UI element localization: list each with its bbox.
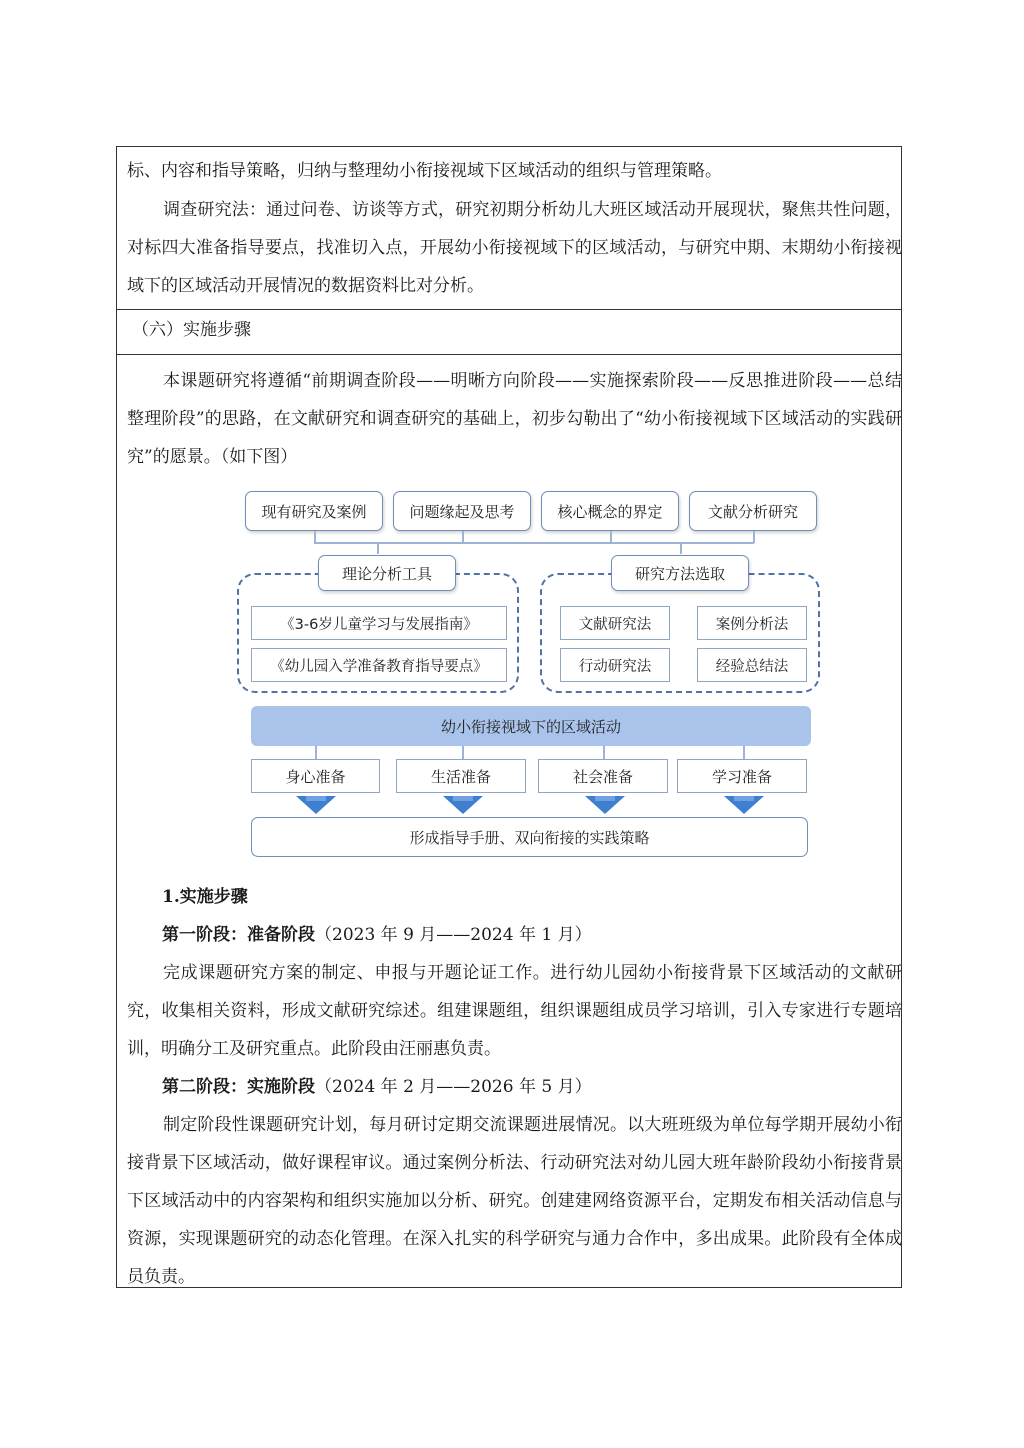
stage1-title: 第一阶段：准备阶段 xyxy=(162,925,315,945)
prep-box: 身心准备 xyxy=(251,759,380,793)
paragraph-top: 标、内容和指导策略，归纳与整理幼小衔接视域下区域活动的组织与管理策略。 xyxy=(127,161,722,181)
section-title: （六）实施步骤 xyxy=(132,320,251,340)
prep-box: 学习准备 xyxy=(677,759,807,793)
connector-line xyxy=(462,746,464,759)
paragraph-survey-method: 调查研究法：通过问卷、访谈等方式，研究初期分析幼儿大班区域活动开展现状，聚焦共性问题，对标四大准备指导要点，找准切入点，开展幼小衔接视域下的区域活动，与研究中期、末期幼小衔接视域下的区域活动开展情况的数据资料比对分析。 xyxy=(127,200,902,296)
down-arrow-icon xyxy=(443,796,483,816)
stage1-date: （2023 年 9 月——2024 年 1 月） xyxy=(315,925,592,945)
row-divider xyxy=(116,309,902,310)
connector-line xyxy=(603,746,605,759)
focus-band: 幼小衔接视域下的区域活动 xyxy=(251,706,811,746)
diagram-top-box: 现有研究及案例 xyxy=(245,491,383,531)
down-arrow-icon xyxy=(724,796,764,816)
prep-box: 社会准备 xyxy=(538,759,668,793)
method-label: 研究方法选取 xyxy=(611,555,749,591)
method-item: 行动研究法 xyxy=(560,648,670,682)
connector-line xyxy=(315,746,317,759)
connector-line xyxy=(680,542,682,554)
stage2-heading xyxy=(162,1068,902,1106)
steps-heading: 1.实施步骤 xyxy=(162,887,248,907)
result-box: 形成指导手册、双向衔接的实践策略 xyxy=(251,817,808,857)
diagram-top-box: 文献分析研究 xyxy=(689,491,817,531)
theory-item: 《3-6岁儿童学习与发展指南》 xyxy=(251,606,507,640)
row-divider xyxy=(116,354,902,355)
stage2-date: （2024 年 2 月——2026 年 5 月） xyxy=(315,1077,592,1097)
stage1-body: 完成课题研究方案的制定、申报与开题论证工作。进行幼儿园幼小衔接背景下区域活动的文献研究，收集相关资料，形成文献研究综述。组建课题组，组织课题组成员学习培训，引入专家进行专题培训，明确分工及研究重点。此阶段由汪丽惠负责。 xyxy=(127,963,902,1059)
diagram-top-box: 问题缘起及思考 xyxy=(393,491,531,531)
method-item: 案例分析法 xyxy=(697,606,807,640)
connector-line xyxy=(314,542,754,544)
prep-box: 生活准备 xyxy=(396,759,526,793)
theory-item: 《幼儿园入学准备教育指导要点》 xyxy=(251,648,507,682)
stage1-heading xyxy=(162,916,902,954)
connector-line xyxy=(377,542,379,554)
diagram-top-box: 核心概念的界定 xyxy=(541,491,679,531)
stage2-title: 第二阶段：实施阶段 xyxy=(162,1077,315,1097)
down-arrow-icon xyxy=(585,796,625,816)
stage2-body: 制定阶段性课题研究计划，每月研讨定期交流课题进展情况。以大班班级为单位每学期开展幼小衔接背景下区域活动，做好课程审议。通过案例分析法、行动研究法对幼儿园大班年龄阶段幼小衔接背景下区域活动中的内容架构和组织实施加以分析、研究。创建建网络资源平台，定期发布相关活动信息与资源，实现课题研究的动态化管理。在深入扎实的科学研究与通力合作中，多出成果。此阶段有全体成员负责。 xyxy=(127,1115,902,1287)
down-arrow-icon xyxy=(296,796,336,816)
paragraph-intro: 本课题研究将遵循“前期调查阶段——明晰方向阶段——实施探索阶段——反思推进阶段——总结整理阶段”的思路，在文献研究和调查研究的基础上，初步勾勒出了“幼小衔接视域下区域活动的实践研究”的愿景。（如下图） xyxy=(127,371,902,467)
connector-line xyxy=(743,746,745,759)
theory-label: 理论分析工具 xyxy=(318,555,456,591)
method-item: 经验总结法 xyxy=(697,648,807,682)
method-item: 文献研究法 xyxy=(560,606,670,640)
